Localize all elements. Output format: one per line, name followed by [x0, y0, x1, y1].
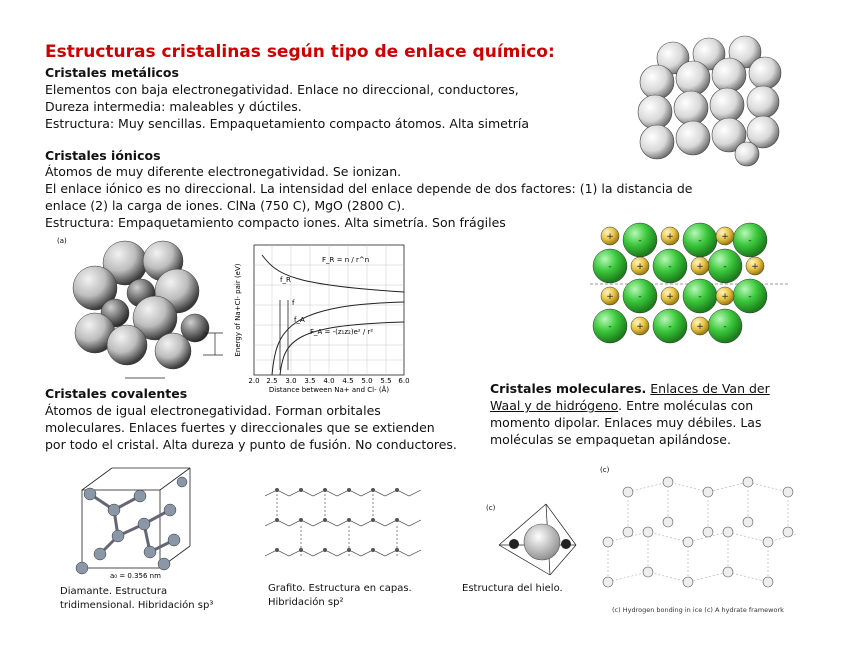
graph-tick: 2.5	[266, 377, 278, 385]
graph-tick: 2.0	[248, 377, 260, 385]
graph-xlabel: Distance between Na+ and Cl- (Å)	[268, 386, 390, 394]
graph-formula-attractive: F_A = -(z₁z₂)e² / r²	[310, 328, 374, 336]
caption-line: tridimensional. Hibridación sp³	[60, 600, 214, 611]
graph-tick: 6.0	[398, 377, 410, 385]
graph-tick: 4.5	[342, 377, 354, 385]
anion-sphere-sign: -	[723, 322, 727, 332]
graph-tick: 3.0	[285, 377, 297, 385]
metallic-line: Elementos con baja electronegatividad. Enlace no direccional, conductores,	[45, 82, 519, 97]
ionic-heading: Cristales iónicos	[45, 148, 161, 163]
graph-curve-label: f_A	[294, 316, 305, 324]
diamond-structure-image	[70, 462, 200, 582]
metallic-heading: Cristales metálicos	[45, 65, 179, 80]
ionic-cluster-image	[55, 233, 230, 393]
cation-sphere-sign: +	[606, 292, 614, 302]
cation-sphere-sign: +	[751, 262, 759, 272]
anion-sphere-sign: -	[698, 236, 702, 246]
graph-curve-label: f	[292, 299, 295, 307]
energy-graph	[232, 240, 410, 395]
anion-sphere-sign: -	[668, 262, 672, 272]
panel-label: (c)	[486, 504, 496, 512]
cation-sphere-sign: +	[666, 292, 674, 302]
ionic-line: El enlace iónico es no direccional. La intensidad del enlace depende de dos factores: (1) la distancia de	[45, 181, 693, 196]
metal-packing-image	[635, 40, 785, 168]
cation-sphere-sign: +	[606, 232, 614, 242]
cation-sphere-sign: +	[636, 262, 644, 272]
anion-sphere-sign: -	[608, 322, 612, 332]
ionic-line: Estructura: Empaquetamiento compacto iones. Alta simetría. Son frágiles	[45, 215, 506, 230]
graph-tick: 4.0	[323, 377, 335, 385]
cation-sphere-sign: +	[636, 322, 644, 332]
hbond-caption: (c) Hydrogen bonding in ice (c) A hydrate framework	[612, 606, 784, 614]
ice-caption: Estructura del hielo.	[462, 583, 563, 594]
covalent-line: moleculares. Enlaces fuertes y direccionales que se extienden	[45, 420, 435, 435]
cation-sphere-sign: +	[696, 322, 704, 332]
anion-sphere-sign: -	[723, 262, 727, 272]
anion-sphere-sign: -	[698, 292, 702, 302]
graphite-structure-image	[260, 478, 435, 568]
molecular-line: momento dipolar. Enlaces muy débiles. Las	[490, 415, 762, 430]
molecular-line: . Entre moléculas con	[618, 398, 754, 413]
panel-label: (a)	[57, 237, 67, 245]
anion-sphere-sign: -	[638, 292, 642, 302]
molecular-text	[490, 380, 770, 448]
water-molecule-image	[484, 500, 584, 580]
molecular-line: moléculas se empaquetan apilándose.	[490, 432, 731, 447]
vdw-link[interactable]: Enlaces de Van der	[650, 381, 770, 396]
graph-curve-label: f_R	[280, 276, 291, 284]
anion-sphere-sign: -	[608, 262, 612, 272]
caption-line: Diamante. Estructura	[60, 586, 168, 597]
metallic-line: Dureza intermedia: maleables y dúctiles.	[45, 99, 302, 114]
graph-tick: 5.5	[380, 377, 392, 385]
graph-ylabel: Energy of Na+Cl- pair (eV)	[234, 263, 242, 357]
covalent-text	[45, 402, 457, 453]
ice-lattice-image	[598, 462, 808, 602]
graph-tick: 3.5	[304, 377, 316, 385]
diamond-caption	[60, 585, 213, 613]
cation-sphere-sign: +	[666, 232, 674, 242]
anion-sphere-sign: -	[668, 322, 672, 332]
hydrogen-link[interactable]: Waal y de hidrógeno	[490, 398, 619, 413]
diamond-scale: a₀ = 0.356 nm	[110, 572, 161, 580]
ionic-line: Átomos de muy diferente electronegatividad. Se ionizan.	[45, 164, 402, 179]
anion-sphere-sign: -	[638, 236, 642, 246]
graphite-caption	[268, 582, 412, 610]
covalent-line: Átomos de igual electronegatividad. Forman orbitales	[45, 403, 381, 418]
cation-sphere-sign: +	[721, 232, 729, 242]
anion-sphere-sign: -	[748, 236, 752, 246]
ionic-line: enlace (2) la carga de iones. ClNa (750 C), MgO (2800 C).	[45, 198, 406, 213]
caption-line: Grafito. Estructura en capas.	[268, 583, 412, 594]
graph-tick: 5.0	[361, 377, 373, 385]
molecular-heading: Cristales moleculares.	[490, 381, 647, 396]
nacl-ions-image	[590, 218, 790, 358]
cation-sphere-sign: +	[696, 262, 704, 272]
page-title: Estructuras cristalinas según tipo de enlace químico:	[45, 42, 555, 62]
panel-label: (c)	[600, 466, 610, 474]
anion-sphere-sign: -	[748, 292, 752, 302]
metallic-line: Estructura: Muy sencillas. Empaquetamiento compacto átomos. Alta simetría	[45, 116, 529, 131]
covalent-line: por todo el cristal. Alta dureza y punto de fusión. No conductores.	[45, 437, 457, 452]
metallic-text	[45, 81, 529, 132]
cation-sphere-sign: +	[721, 292, 729, 302]
graph-formula-repulsive: F_R = n / r^n	[322, 256, 370, 264]
covalent-heading: Cristales covalentes	[45, 386, 188, 401]
caption-line: Hibridación sp²	[268, 597, 344, 608]
